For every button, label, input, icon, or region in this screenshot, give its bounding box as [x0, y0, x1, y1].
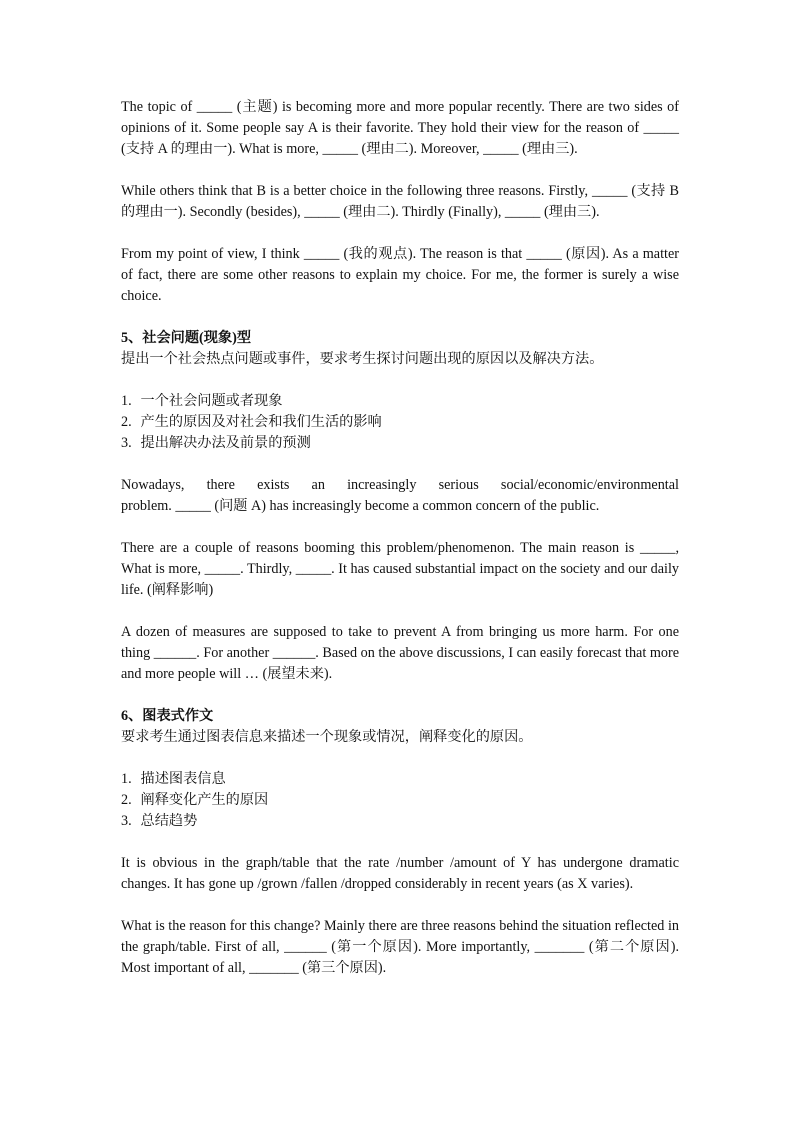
list-item: [121, 769, 679, 790]
list-item-number: 1.: [121, 771, 132, 787]
list-item-number: 2.: [121, 414, 132, 430]
section-5-heading: 5、社会问题(现象)型: [121, 330, 252, 346]
document-page: [121, 97, 679, 979]
list-item-text: 总结趋势: [140, 813, 198, 829]
opinion-paragraph-2: While others think that B is a better choice in the following three reasons. Firstly, _____ (支持 B 的理由一). Secondly (besides), _____ (理由二). Thirdly (Finally), _____ (理由三).: [121, 183, 679, 220]
section-6-heading: 6、图表式作文: [121, 708, 214, 724]
section-5-list: [121, 391, 679, 454]
list-item-number: 2.: [121, 792, 132, 808]
section-5-paragraph-1-line-2: problem. _____ (问题 A) has increasingly become a common concern of the public.: [121, 498, 600, 514]
section-5-paragraph-1: [121, 475, 679, 517]
list-item-text: 一个社会问题或者现象: [140, 393, 283, 409]
list-item-text: 阐释变化产生的原因: [140, 792, 269, 808]
list-item-number: 3.: [121, 813, 132, 829]
list-item: [121, 790, 679, 811]
section-5-intro: 提出一个社会热点问题或事件，要求考生探讨问题出现的原因以及解决方法。: [121, 351, 604, 367]
section-5-paragraph-3: A dozen of measures are supposed to take to prevent A from bringing us more harm. For one thing ______. For another ______. Based on the above discussions, I can easily forecast that more and more people will … (展望未来).: [121, 624, 679, 682]
list-item: [121, 811, 679, 832]
list-item-number: 3.: [121, 435, 132, 451]
section-6-paragraph-2: What is the reason for this change? Mainly there are three reasons behind the situation reflected in the graph/table. First of all, ______ (第一个原因). More importantly, _______ (第二个原因). Most important of all, _______ (第三个原因).: [121, 918, 679, 976]
list-item: [121, 433, 679, 454]
list-item: [121, 412, 679, 433]
opinion-paragraph-1: The topic of _____ (主题) is becoming more and more popular recently. There are two sides of opinions of it. Some people say A is their favorite. They hold their view for the reason of _____ (支持 A 的理由一). What is more, _____ (理由二). Moreover, _____ (理由三).: [121, 99, 679, 157]
list-item: [121, 391, 679, 412]
opinion-paragraph-3: From my point of view, I think _____ (我的观点). The reason is that _____ (原因). As a matter of fact, there are some other reasons to explain my choice. For me, the former is surely a wise choice.: [121, 246, 679, 304]
section-6-list: [121, 769, 679, 832]
section-5-paragraph-2: There are a couple of reasons booming this problem/phenomenon. The main reason is _____, What is more, _____. Thirdly, _____. It has caused substantial impact on the society and our daily life. (阐释影响): [121, 540, 679, 598]
list-item-number: 1.: [121, 393, 132, 409]
section-6-paragraph-1: It is obvious in the graph/table that the rate /number /amount of Y has undergone dramatic changes. It has gone up /grown /fallen /dropped considerably in recent years (as X varies).: [121, 855, 679, 892]
section-6-intro: 要求考生通过图表信息来描述一个现象或情况，阐释变化的原因。: [121, 729, 533, 745]
list-item-text: 提出解决办法及前景的预测: [140, 435, 311, 451]
section-5-paragraph-1-line-1: Nowadays, there exists an increasingly serious social/economic/environmental: [121, 477, 679, 493]
list-item-text: 产生的原因及对社会和我们生活的影响: [140, 414, 382, 430]
list-item-text: 描述图表信息: [140, 771, 226, 787]
